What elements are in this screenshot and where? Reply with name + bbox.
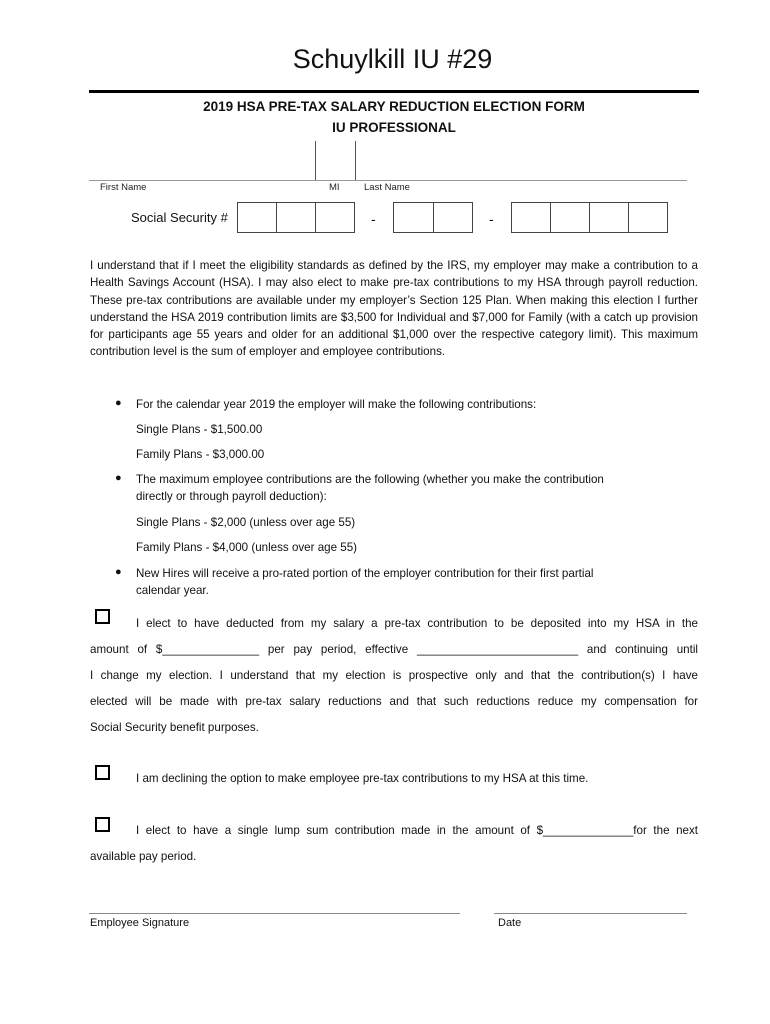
bullet-icon: ● <box>115 472 122 484</box>
ssn-digit-box[interactable] <box>590 203 629 232</box>
option3-text-end: available pay period. <box>90 850 197 863</box>
option1-text-cont: elected will be made with pre-tax salary reductions and that such reductions reduce my compensation for <box>90 695 698 708</box>
form-title: 2019 HSA PRE-TAX SALARY REDUCTION ELECTION FORM <box>203 99 585 114</box>
bullet-icon: ● <box>115 397 122 409</box>
ssn-group-3[interactable] <box>511 202 668 233</box>
bullet-icon: ● <box>115 566 122 578</box>
name-underline <box>89 180 687 181</box>
ssn-separator: - <box>489 211 494 227</box>
max-contribution-intro-cont: directly or through payroll deduction): <box>136 490 327 503</box>
ssn-digit-box[interactable] <box>394 203 434 232</box>
intro-paragraph: I understand that if I meet the eligibility standards as defined by the IRS, my employer may make a contribution to a Health Savings Account (HSA). I may also elect to make pre-tax contributions to my HSA through payroll reduction. These pre-tax contributions are available under my employer’s Section 125 Plan. When making this election I further understand the HSA 2019 contribution limits are $3,500 for Individual and $7,000 for Family (with a catch up provision for participants age 55 years and older for an additional $1,000 over the respective category limit). This maximum contribution level is the sum of employer and employee contributions. <box>90 259 698 359</box>
organization-title: Schuylkill IU #29 <box>292 44 493 74</box>
ssn-label: Social Security # <box>131 210 228 225</box>
option1-text: I elect to have deducted from my salary a pre-tax contribution to be deposited into my HSA in the <box>136 617 698 630</box>
date-label: Date <box>498 917 522 929</box>
middle-initial-field[interactable] <box>316 141 354 180</box>
header-divider <box>89 90 699 93</box>
ssn-digit-box[interactable] <box>551 203 590 232</box>
ssn-separator: - <box>371 211 376 227</box>
lump-sum-checkbox[interactable] <box>95 817 110 832</box>
ssn-digit-box[interactable] <box>629 203 667 232</box>
last-name-field[interactable] <box>356 141 687 180</box>
employer-family-amount: Family Plans - $3,000.00 <box>136 448 265 461</box>
employer-contribution-intro: For the calendar year 2019 the employer will make the following contributions: <box>136 398 537 411</box>
ssn-group-1[interactable] <box>237 202 355 233</box>
name-divider <box>315 141 316 180</box>
date-field[interactable] <box>494 913 687 914</box>
max-single-amount: Single Plans - $2,000 (unless over age 55) <box>136 516 356 529</box>
ssn-digit-box[interactable] <box>277 203 316 232</box>
ssn-digit-box[interactable] <box>434 203 473 232</box>
name-divider <box>355 141 356 180</box>
employer-single-amount: Single Plans - $1,500.00 <box>136 423 263 436</box>
last-name-label: Last Name <box>364 182 410 193</box>
first-name-label: First Name <box>100 182 147 193</box>
mi-label: MI <box>329 182 340 193</box>
option1-text-cont: I change my election. I understand that my election is prospective only and that the contribution(s) I have <box>90 669 698 682</box>
max-family-amount: Family Plans - $4,000 (unless over age 55) <box>136 541 358 554</box>
ssn-digit-box[interactable] <box>316 203 354 232</box>
new-hires-note-cont: calendar year. <box>136 584 209 597</box>
decline-contribution-checkbox[interactable] <box>95 765 110 780</box>
employee-signature-label: Employee Signature <box>90 917 190 929</box>
option2-text: I am declining the option to make employee pre-tax contributions to my HSA at this time. <box>136 772 589 785</box>
ssn-digit-box[interactable] <box>512 203 551 232</box>
ssn-digit-box[interactable] <box>238 203 277 232</box>
ssn-group-2[interactable] <box>393 202 473 233</box>
employee-signature-field[interactable] <box>89 913 460 914</box>
option3-text: I elect to have a single lump sum contribution made in the amount of $______________for the next <box>136 824 698 837</box>
form-subtitle: IU PROFESSIONAL <box>332 120 456 135</box>
max-contribution-intro: The maximum employee contributions are the following (whether you make the contribution <box>136 473 604 486</box>
first-name-field[interactable] <box>89 141 315 180</box>
elect-deduction-checkbox[interactable] <box>95 609 110 624</box>
new-hires-note: New Hires will receive a pro-rated portion of the employer contribution for their first partial <box>136 567 594 580</box>
option1-text-end: Social Security benefit purposes. <box>90 721 259 734</box>
option1-amount-line: amount of $_______________ per pay period, effective _________________________ and continuing until <box>90 643 698 656</box>
